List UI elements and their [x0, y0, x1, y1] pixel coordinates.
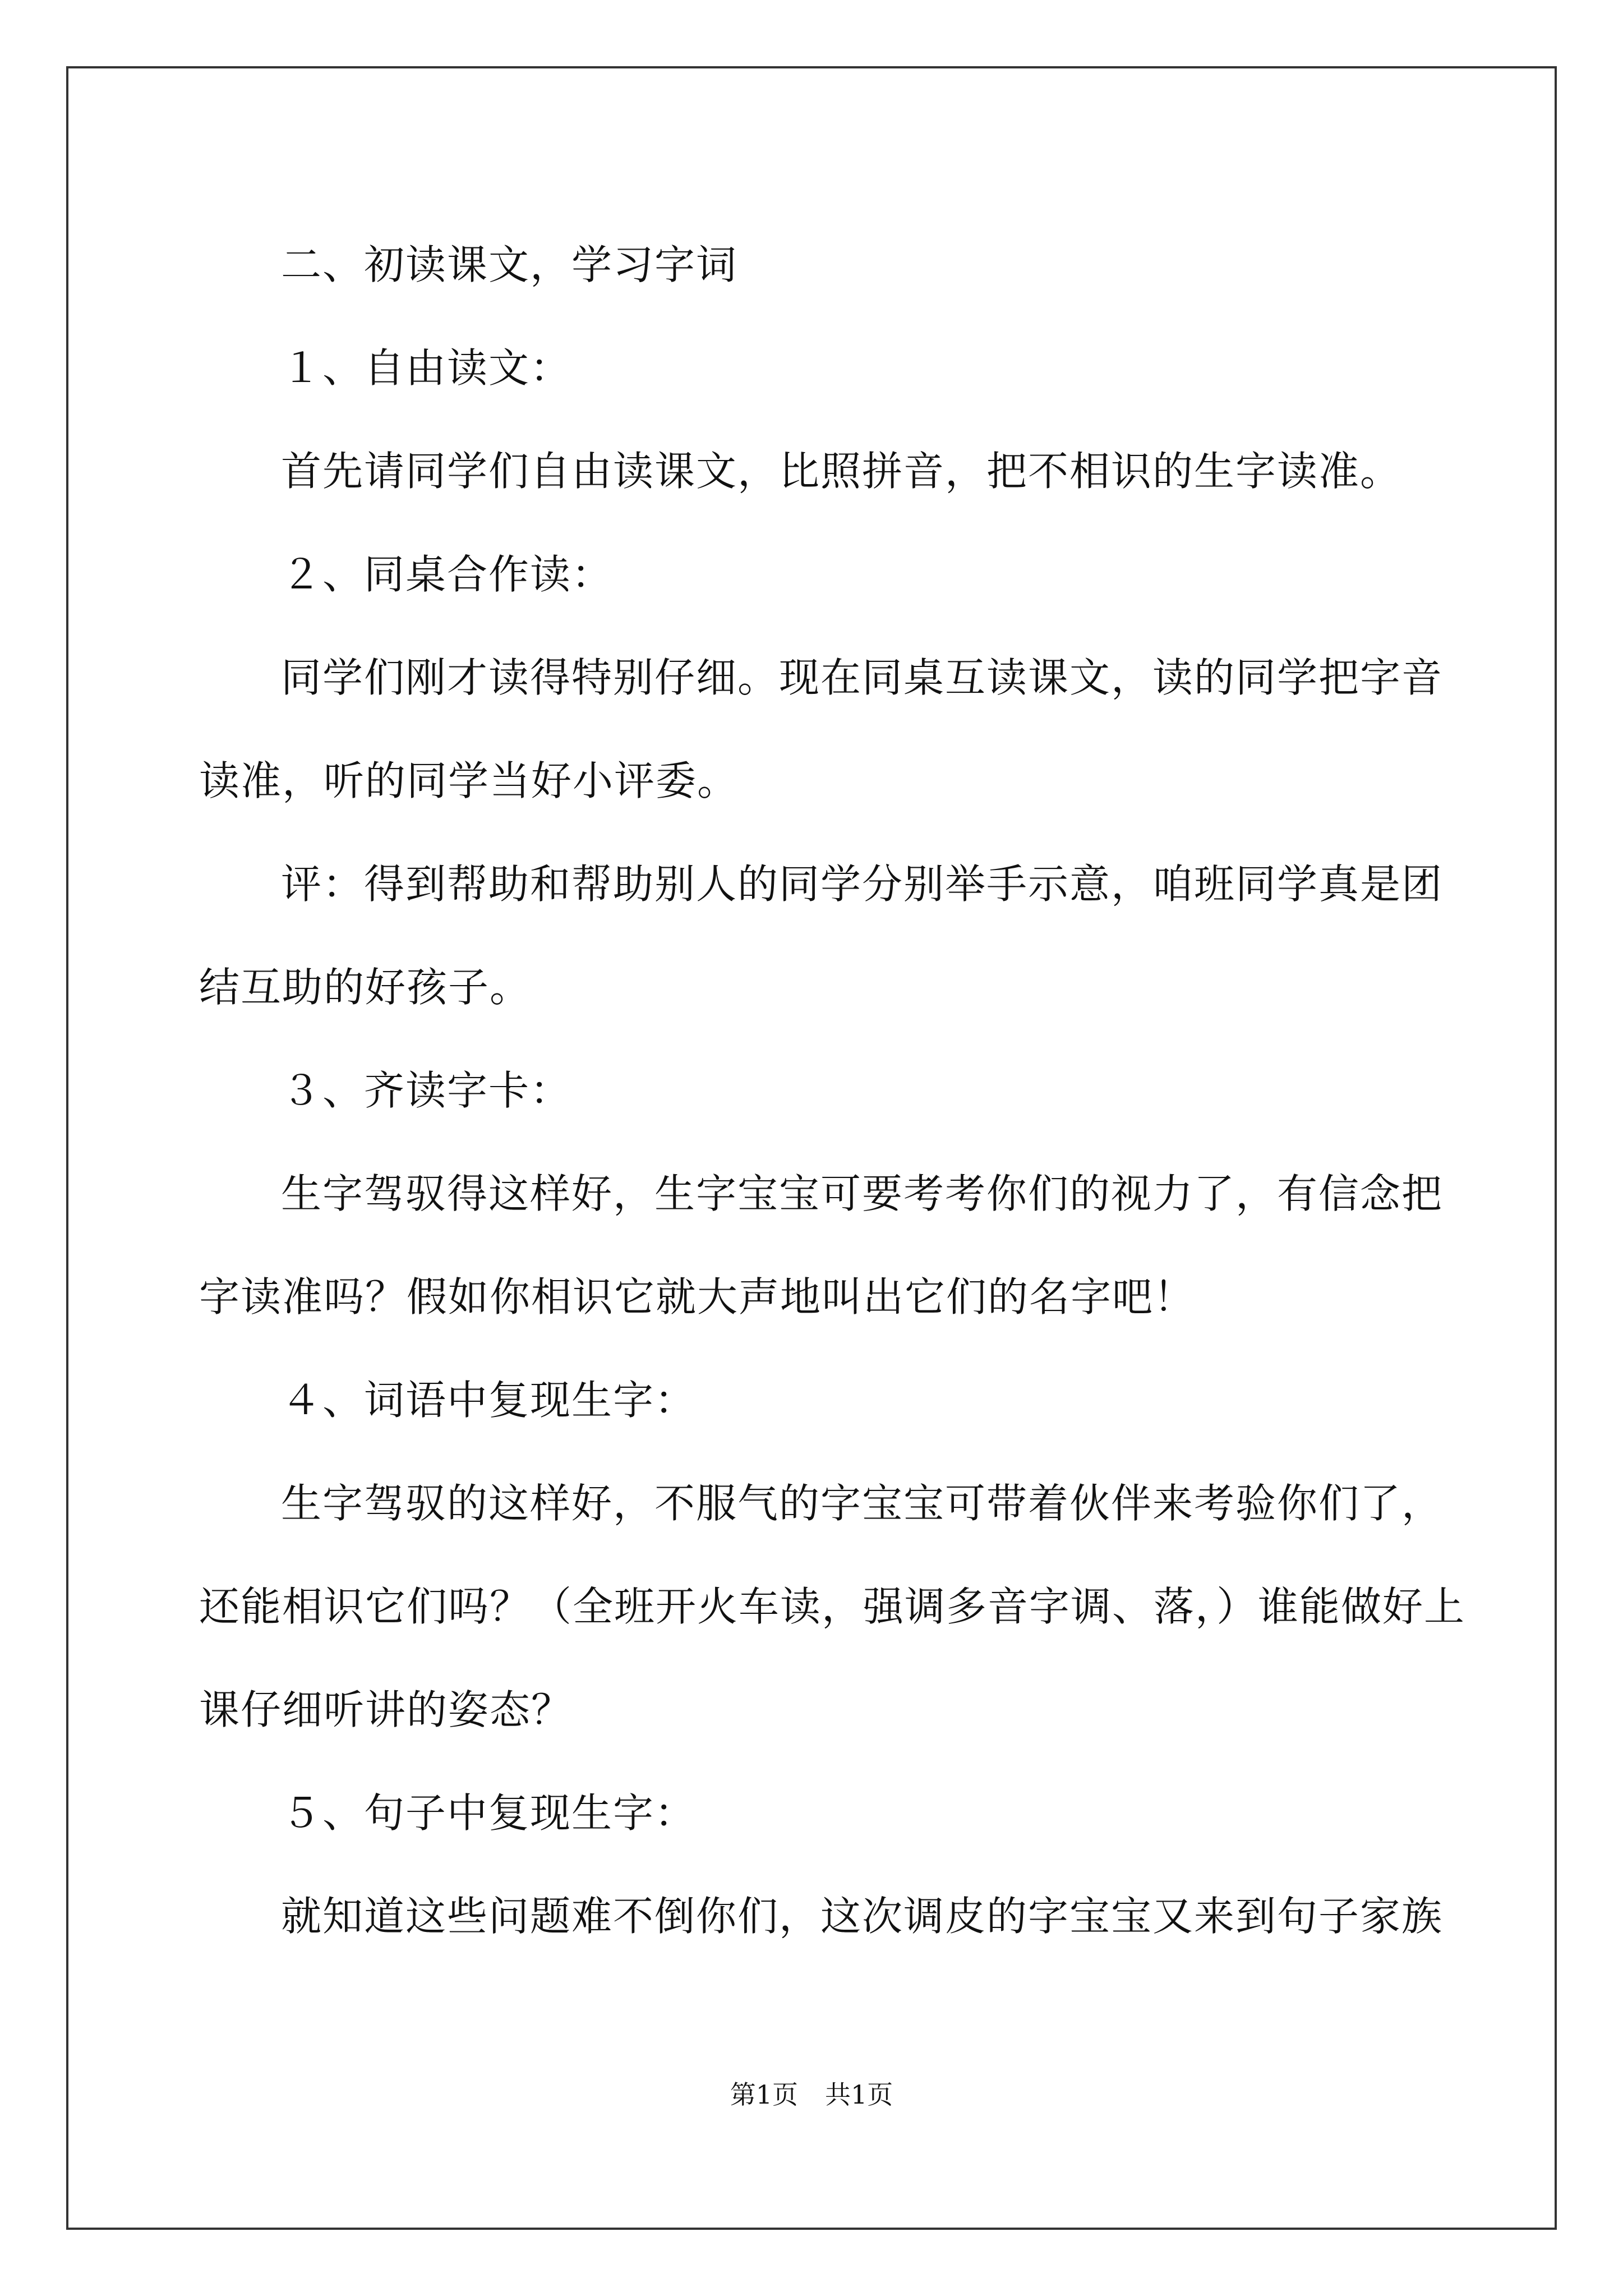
step-heading: ４、词语中复现生字： [281, 1377, 697, 1424]
step-heading: １、自由读文： [281, 344, 572, 392]
step-heading: ３、齐读字卡： [281, 1067, 572, 1114]
paragraph-line: 生字驾驭的这样好，不服气的字宝宝可带着伙伴来考验你们了， [281, 1480, 1444, 1527]
paragraph-line: 课仔细听讲的姿态？ [199, 1686, 573, 1733]
section-heading: 二、初读课文，学习字词 [281, 241, 738, 288]
paragraph-line: 读准，听的同学当好小评委。 [199, 757, 739, 804]
paragraph-line: 结互助的好孩子。 [199, 964, 532, 1011]
step-heading: ５、句子中复现生字： [281, 1789, 697, 1837]
paragraph-line: 首先请同学们自由读课文，比照拼音，把不相识的生字读准。 [281, 448, 1402, 495]
paragraph-line: 评：得到帮助和帮助别人的同学分别举手示意，咱班同学真是团 [281, 861, 1444, 908]
page-current: 第1页 [730, 2079, 798, 2110]
paragraph-line: 就知道这些问题难不倒你们，这次调皮的字宝宝又来到句子家族 [281, 1893, 1444, 1940]
paragraph-line: 同学们刚才读得特别仔细。现在同桌互读课文，读的同学把字音 [281, 654, 1444, 701]
document-body [199, 213, 1466, 1968]
page-total: 共1页 [825, 2079, 893, 2110]
page-footer [0, 2074, 1623, 2111]
step-heading: ２、同桌合作读： [281, 551, 614, 598]
paragraph-line: 还能相识它们吗？（全班开火车读，强调多音字调、落，）谁能做好上 [199, 1583, 1466, 1630]
paragraph-line: 生字驾驭得这样好，生字宝宝可要考考你们的视力了，有信念把 [281, 1170, 1444, 1217]
paragraph-line: 字读准吗？假如你相识它就大声地叫出它们的名字吧！ [199, 1273, 1196, 1320]
